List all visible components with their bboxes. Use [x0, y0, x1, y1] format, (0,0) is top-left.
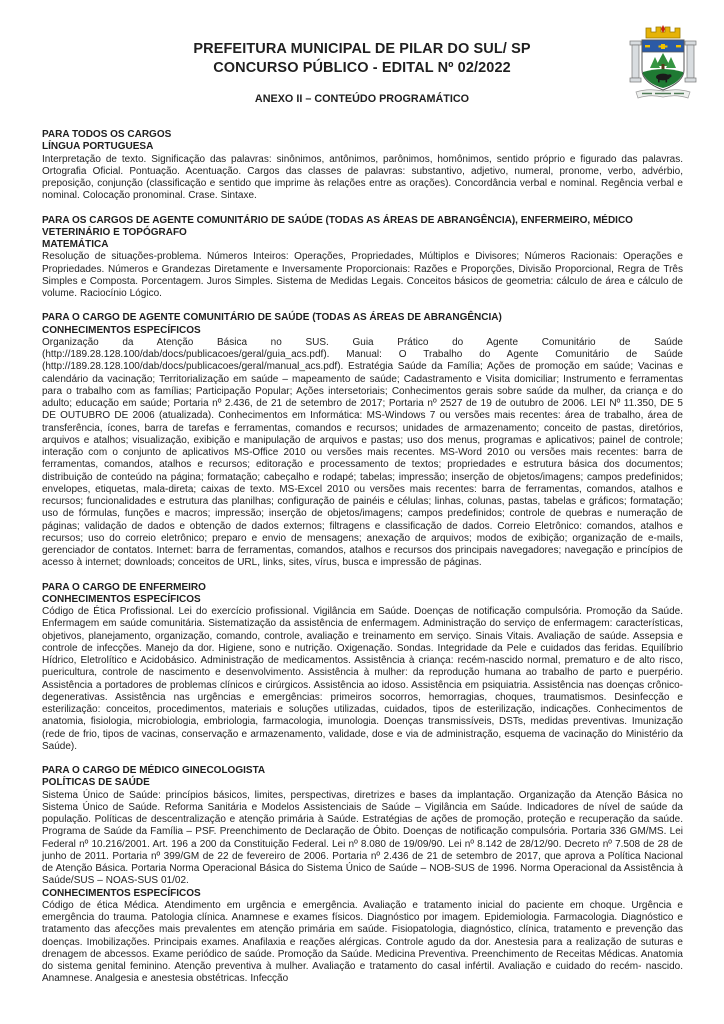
- document-header: [0, 40, 724, 78]
- section-paragraph: Sistema Único de Saúde: princípios básicos, limites, perspectivas, diretrizes e bases da implantação. Organização da Atenção Básica no Sistema Único de Saúde. Reforma Sanitária e Modelos Assistenciais de Saúde – Vigilância em Saúde. Indicadores de nível de saúde da população. Políticas de descentralização e atenção primária à Saúde. Estratégias de ações de promoção, proteção e recuperação da saúde. Programa de Saúde da Família – PSF. Preenchimento de Declaração de Óbito. Doenças de notificação compulsória. Portaria 336 GM/MS. Lei Federal nº 10.216/2001. Art. 196 a 200 da Constituição Federal. Lei nº 8.080 de 19/09/90. Lei nº 8.142 de 28/12/90. Decreto nº 7.508 de 28 de junho de 2011. Portaria nº 399/GM de 22 de fevereiro de 2006. Portaria nº 2.436 de 21 de setembro de 2017, que aprova a Política Nacional de Atenção Básica. Portaria Norma Operacional Básica do Sistema Único de Saúde – NOB-SUS de 1996. Norma Operacional da Assistência à Saúde/SUS – NOAS-SUS 01/02.: [42, 789, 683, 887]
- document-body: [42, 129, 683, 998]
- section-paragraph: Código de Ética Profissional. Lei do exercício profissional. Vigilância em Saúde. Doenças de notificação compulsória. Promoção da Saúde. Enfermagem em saúde comunitária. Sistematização da assistência de enfermagem. Administração do serviço de enfermagem: características, objetivos, planejamento, organização, comando, controle, avaliação e treinamento em serviço. Sinais Vitais. Avaliação de saúde. Assepsia e controle de infecções. Manejo da dor. Higiene, sono e nutrição. Oxigenação. Sondas. Integridade da Pele e cuidados das feridas. Equilíbrio Hídrico, Eletrolítico e Acidobásico. Administração de medicamentos. Assistência à criança: recém-nascido normal, prematuro e de alto risco, puericultura, controle de nascimento e desenvolvimento. Assistência à mulher: da reprodução humana ao trabalho de parto e puerpério. Assistência a portadores de problemas clínicos e cirúrgicos. Assistência ao idoso. Assistência em psiquiatria. Assistência nas doenças crônico-degenerativas. Assistência nas urgências e emergências: primeiros socorros, hemorragias, choques, traumatismos. Desinfecção e esterilização: conceitos, procedimentos, materiais e soluções utilizadas, cuidados, tipos de esterilização, indicações. Conhecimentos de anatomia, fisiologia, microbiologia, embriologia, farmacologia, imunologia. Doenças transmissíveis, DSTs, medidas preventivas. Imunização (rede de frio, tipos de vacinas, conservação e armazenamento, validade, dose e via de administração, esquema de vacinação do Ministério da Saúde).: [42, 606, 683, 752]
- section-paragraph: Organização da Atenção Básica no SUS. Guia Prático do Agente Comunitário de Saúde (http://189.28.128.100/dab/docs/publicacoes/geral/guia_acs.pdf). Manual: O Trabalho do Agente Comunitário de Saúde (http://189.28.128.100/dab/docs/publicacoes/geral/manual_acs.pdf). Estratégia Saúde da Família; Ações de promoção em saúde; Vacinas e calendário da vacinação; Territorialização em saúde – mapeamento de saúde; Cadastramento e Visita domiciliar; Instrumento e ferramentas para o trabalho com as famílias; Participação Popular; Ações intersetoriais; Conhecimentos gerais sobre saúde da mulher, da criança e do adulto; educação em saúde; Portaria nº 2.436, de 21 de setembro de 2017; Portaria nº 2527 de 19 de outubro de 2006. LEI Nº 11.350, DE 5 DE OUTUBRO DE 2006 (atualizada). Conhecimentos em Informática: MS-Windows 7 ou versões mais recentes: área de trabalho, área de transferência, ícones, barra de tarefas e ferramentas, comandos e recursos; unidades de armazenamento; conceito de pastas, diretórios, arquivos e atalhos; visualização, exibição e manipulação de arquivos e pastas; uso dos menus, programas e aplicativos; painel de controle; interação com o conjunto de aplicativos MS-Office 2010 ou versões mais recentes. MS-Word 2010 ou versões mais recentes: barra de ferramentas, comandos, atalhos e recursos; editoração e processamento de textos; propriedades e estrutura básica dos documentos; distribuição de conteúdo na página; formatação; cabeçalho e rodapé; tabelas; impressão; inserção de objetos/imagens; campos predefinidos; envelopes, etiquetas, mala-direta; caixas de texto. MS-Excel 2010 ou versões mais recentes: barra de ferramentas, comandos, atalhos e recursos; funcionalidades e estrutura das planilhas; configuração de painéis e células; linhas, colunas, pastas, tabelas e gráficos; formatação; uso de fórmulas, funções e macros; impressão; inserção de objetos/imagens; campos predefinidos; controle de quebras e numeração de páginas; validação de dados e obtenção de dados externos; filtragens e classificação de dados. Correio Eletrônico: comandos, atalhos e recursos; uso do correio eletrônico; preparo e envio de mensagens; anexação de arquivos; modos de exibição; organização de e-mails, gerenciador de contatos. Internet: barra de ferramentas, comandos, atalhos e recursos dos principais navegadores; navegação e princípios de acesso à internet; downloads; conceitos de URL, links, sites, vírus, busca e impressão de páginas.: [42, 336, 683, 569]
- section-subtitle: POLÍTICAS DE SAÚDE: [42, 777, 150, 789]
- section-subtitle: CONHECIMENTOS ESPECÍFICOS: [42, 324, 201, 336]
- section-title: PARA TODOS OS CARGOS: [42, 129, 172, 140]
- annex-title: ANEXO II – CONTEÚDO PROGRAMÁTICO: [254, 93, 470, 105]
- header-title-line1: PREFEITURA MUNICIPAL DE PILAR DO SUL/ SP: [193, 41, 531, 57]
- section-paragraph: Interpretação de texto. Significação das palavras: sinônimos, antônimos, parônimos, homônimos, sentido próprio e figurado das palavras. Ortografia Oficial. Pontuação. Acentuação. Cargos das classes de palavras: substantivo, adjetivo, numeral, pronome, verbo, advérbio, preposição, conjunção (classificação e sentido que imprime às relações entre as orações). Concordância verbal e nominal. Regência verbal e nominal. Colocação pronominal. Crase. Sintaxe.: [42, 153, 683, 202]
- section-title: PARA O CARGO DE AGENTE COMUNITÁRIO DE SAÚDE (TODAS AS ÁREAS DE ABRANGÊNCIA): [42, 312, 502, 324]
- crest-shield: [642, 40, 684, 90]
- content-section-5: [42, 765, 683, 986]
- section-title: PARA OS CARGOS DE AGENTE COMUNITÁRIO DE SAÚDE (TODAS AS ÁREAS DE ABRANGÊNCIA), ENFERMEIRO, MÉDICO VETERINÁRIO E TOPÓGRAFO: [42, 214, 633, 238]
- section-paragraph: Código de ética Médica. Atendimento em urgência e emergência. Avaliação e tratamento inicial do paciente em choque. Urgência e emergência do trauma. Patologia clínica. Anamnese e exames físicos. Diagnóstico por imagem. Epidemiologia. Farmacologia. Diagnóstico e tratamento das afecções mais prevalentes em atenção primária em saúde. Fisiopatologia, diagnóstico, clínica, tratamento e prevenção das doenças. Imobilizações. Principais exames. Anafilaxia e reações alérgicas. Controle agudo da dor. Anestesia para a realização de suturas e drenagem de abcessos. Exame periódico de saúde. Promoção da Saúde. Medicina Preventiva. Preenchimento de Receitas Médicas. Anatomia do sistema genital feminino. Atenção preventiva à mulher. Avaliação e tratamento do casal infértil. Avaliação e cuidado do recém- nascido. Anamnese. Analgesia e anestesia obstétricas. Infecção: [42, 899, 683, 985]
- section-subtitle: LÍNGUA PORTUGUESA: [42, 141, 154, 153]
- header-title-line2: CONCURSO PÚBLICO - EDITAL Nº 02/2022: [213, 60, 511, 76]
- section-title: PARA O CARGO DE MÉDICO GINECOLOGISTA: [42, 765, 266, 776]
- content-section-4: [42, 582, 683, 754]
- crest-crown: [646, 25, 680, 38]
- content-section-1: [42, 129, 683, 203]
- section-title: PARA O CARGO DE ENFERMEIRO: [42, 581, 206, 593]
- section-paragraph: Resolução de situações-problema. Números Inteiros: Operações, Propriedades, Múltiplos e Divisores; Números Racionais: Operações e Propriedades. Números e Grandezas Diretamente e Inversamente Proporcionais: Razões e Proporções, Divisão Proporcional, Regra de Três Simples e Composta. Porcentagem. Juros Simples. Sistema de Medidas Legais. Conceitos básicos de geometria: cálculo de área e cálculo de volume. Raciocínio Lógico.: [42, 251, 683, 299]
- content-section-2: [42, 215, 683, 301]
- content-section-3: [42, 312, 683, 569]
- section-subtitle: CONHECIMENTOS ESPECÍFICOS: [42, 593, 201, 605]
- section-subtitle: MATEMÁTICA: [42, 239, 109, 250]
- section-subtitle: CONHECIMENTOS ESPECÍFICOS: [42, 887, 201, 899]
